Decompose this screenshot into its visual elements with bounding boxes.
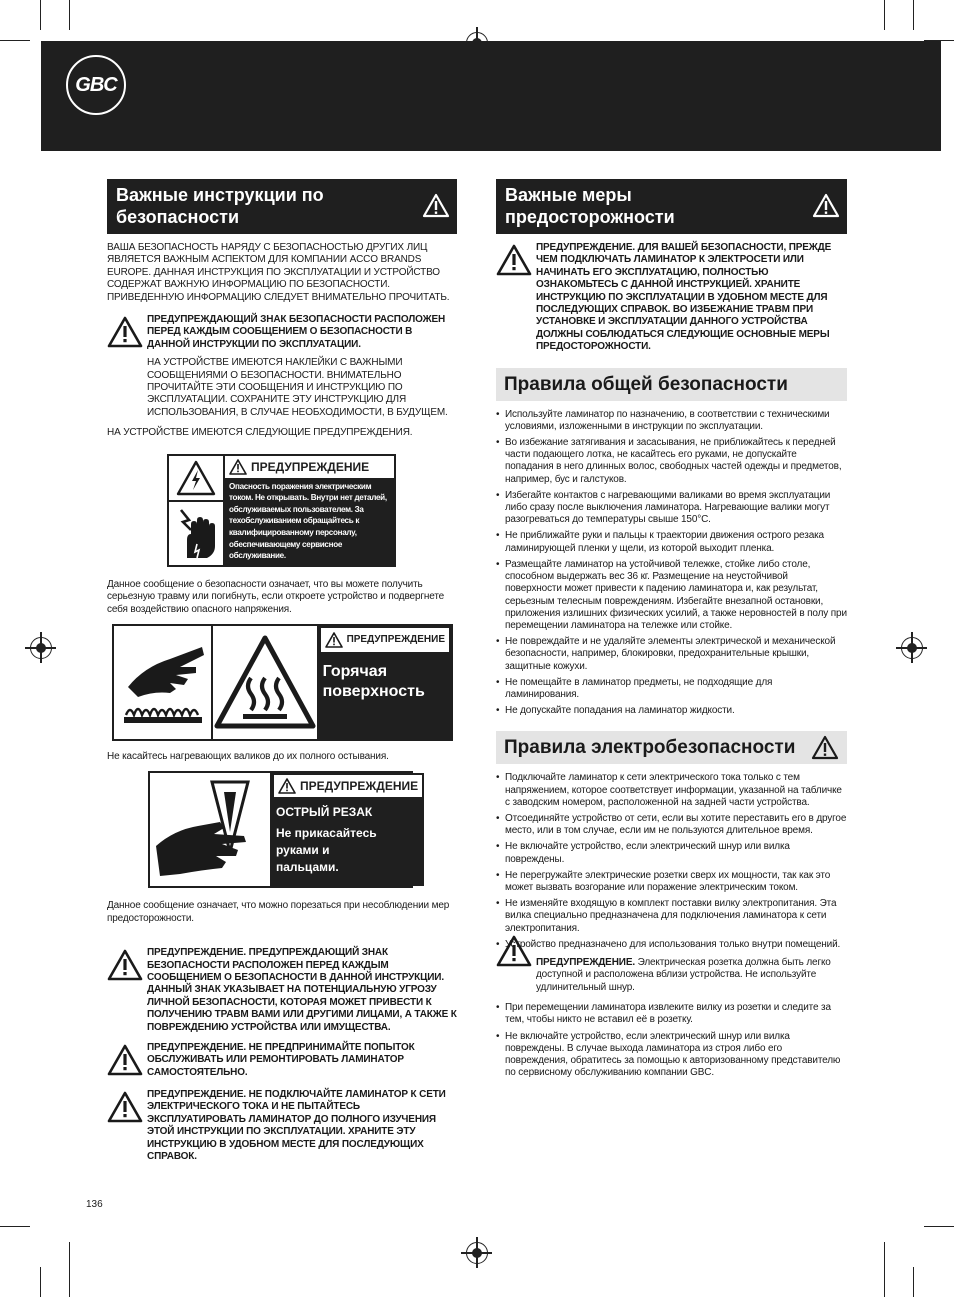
sign-label: ПРЕДУПРЕЖДЕНИЕ (346, 634, 445, 646)
warning-text: ПРЕДУПРЕЖДЕНИЕ. НЕ ПРЕДПРИНИМАЙТЕ ПОПЫТОК ОБСЛУЖИВАТЬ ИЛИ РЕМОНТИРОВАТЬ ЛАМИНАТОР САМОСТОЯТЕЛЬНО. (147, 1041, 415, 1078)
list-item: • Не приближайте руки и пальцы к траектории движения острого резака ламинирующей пленки у щели, из которой выходит пленка. (496, 530, 847, 554)
crop-mark (69, 0, 70, 30)
page-number: 136 (86, 1199, 103, 1210)
sign-subtitle: ОСТРЫЙ РЕЗАК (276, 805, 373, 820)
sign-text: Не прикасайтесь руками и пальцами. (276, 826, 377, 875)
registration-mark (901, 637, 923, 659)
crop-mark (913, 0, 914, 30)
list-item: • Во избежание затягивания и засасывания, не приближайтесь к передней части подающего лотка, не касайтесь его руками, не допускайте попадания в него длинных волос, свободных частей одежды и предметов, например, бус и галстуков. (496, 437, 847, 486)
warning-triangle-icon (325, 632, 343, 648)
list-item: • Не перегружайте электрические розетки сверх их мощности, так как это может вызвать возгорание или поражение электрическим током. (496, 870, 847, 894)
header-band (41, 41, 941, 151)
crop-mark (924, 1226, 954, 1227)
cutter-hand-icon (150, 778, 270, 882)
section-title: Важные меры предосторожности (505, 185, 675, 227)
hand-shock-icon (173, 504, 219, 562)
sign-label: ПРЕДУПРЕЖДЕНИЕ (251, 459, 370, 474)
warning-triangle-icon (107, 949, 143, 981)
list-item: • Не повреждайте и не удаляйте элементы электрической и механической безопасности, например, блокировки, предохранительные крышки, защитные кожухи. (496, 636, 847, 673)
warning-triangle-icon (496, 244, 532, 276)
warning-text: ПРЕДУПРЕЖДЕНИЕ. ДЛЯ ВАШЕЙ БЕЗОПАСНОСТИ, ПРЕЖДЕ ЧЕМ ПОДКЛЮЧАТЬ ЛАМИНАТОР К ЭЛЕКТРОСЕТИ ИЛИ НАЧИНАТЬ ЕГО ЭКСПЛУАТАЦИЮ, ПОЛНОСТЬЮ ОЗНАКОМЬТЕСЬ С ДАННОЙ ИНСТРУКЦИЕЙ. ХРАНИТЕ ИНСТРУКЦИЮ ПО ЭКСПЛУАТАЦИИ В УДОБНОМ МЕСТЕ ДЛЯ ПОСЛЕДУЮЩИХ СПРАВОК. ВО ИЗБЕЖАНИЕ ТРАВМ ПРИ УСТАНОВКЕ И ЭКСПЛУАТАЦИИ ДАННОГО УСТРОЙСТВА ДОЛЖНЫ СОБЛЮДАТЬСЯ СЛЕДУЮЩИЕ ОСНОВНЫЕ МЕРЫ ПРЕДОСТОРОЖНОСТИ. (536, 242, 832, 353)
crop-mark (0, 40, 30, 41)
list-item: • Не включайте устройство, если электрический шнур или вилка повреждены. (496, 841, 847, 865)
sign-caption: Данное сообщение означает, что можно порезаться при несоблюдении мер предосторожности. (107, 900, 450, 924)
crop-mark (884, 0, 885, 30)
warning-text: ПРЕДУПРЕЖДЕНИЕ. ПРЕДУПРЕЖДАЮЩИЙ ЗНАК БЕЗОПАСНОСТИ РАСПОЛОЖЕН ПЕРЕД КАЖДЫМ СООБЩЕНИЕМ О БЕЗОПАСНОСТИ В ДАННОЙ ИНСТРУКЦИИ. ДАННЫЙ ЗНАК УКАЗЫВАЕТ НА ПОТЕНЦИАЛЬНУЮ УГРОЗУ ЛИЧНОЙ БЕЗОПАСНОСТИ, КОТОРАЯ МОЖЕТ ПРИВЕСТИ К ПОЛУЧЕНИЮ ТРАВМ ВАМИ ИЛИ ДРУГИМИ ЛИЦАМИ, А ТАКЖЕ К ПОВРЕЖДЕНИЮ УСТРОЙСТВА ИЛИ ИМУЩЕСТВА. (147, 947, 457, 1033)
general-safety-list (496, 409, 847, 718)
sign-caption: Не касайтесь нагревающих валиков до их полного остывания. (107, 750, 389, 762)
warning-body: Электрическая розетка должна быть легко доступной и расположена вблизи устройства. Не используйте удлинительный шнур. (536, 956, 831, 993)
warning-triangle-icon (107, 1091, 143, 1123)
warning-text: ПРЕДУПРЕЖДЕНИЕ. НЕ ПОДКЛЮЧАЙТЕ ЛАМИНАТОР К СЕТИ ЭЛЕКТРИЧЕСКОГО ТОКА И НЕ ПЫТАЙТЕСЬ ЭКСПЛУАТИРОВАТЬ ЛАМИНАТОР ДО ПОЛНОГО ИЗУЧЕНИЯ ЭТОЙ ИНСТРУКЦИИ ПО ЭКСПЛУАТАЦИИ. ХРАНИТЕ ЭТУ ИНСТРУКЦИЮ В УДОБНОМ МЕСТЕ ДЛЯ ПОСЛЕДУЮЩИХ СПРАВОК. (147, 1088, 446, 1162)
list-item: • При перемещении ламинатора извлеките вилку из розетки и следите за тем, чтобы никто не вставил её в розетку. (496, 1002, 847, 1026)
list-item: • Не включайте устройство, если электрический шнур или вилка повреждены. В случае выхода ламинатора из строя либо его повреждения, обратитесь за помощью к авторизованному представителю по сервисному обслуживанию компании GBC. (496, 1031, 847, 1080)
warning-block (496, 242, 847, 354)
list-item: • Подключайте ламинатор к сети электрического тока только с тем напряжением, которое соответствует информации, указанной на табличке с заводским номером, расположенной на задней части устройства. (496, 772, 847, 809)
crop-mark (0, 1226, 30, 1227)
section-header-electrical-safety (496, 731, 847, 764)
electrical-safety-list (496, 772, 847, 951)
left-column (107, 179, 457, 1163)
sharp-cutter-label (148, 771, 419, 888)
right-column (496, 179, 847, 1083)
hot-surface-label (112, 624, 453, 741)
crop-mark (913, 1267, 914, 1297)
sign-caption: Данное сообщение о безопасности означает, что вы можете получить серьезную травму или погибнуть, если откроете устройство и подвергнете себя воздействию опасного напряжения. (107, 578, 445, 615)
warning-triangle-icon (229, 459, 247, 475)
gbc-logo: GBC (66, 55, 126, 115)
list-item: • Используйте ламинатор по назначению, в соответствии с техническими условиями, изложенными в инструкции по эксплуатации. (496, 409, 847, 433)
hand-heat-icon (114, 637, 210, 727)
warning-label: ПРЕДУПРЕЖДЕНИЕ. (536, 956, 635, 968)
lightning-icon (176, 460, 216, 496)
warning-block (107, 314, 457, 419)
section-title: Правила общей безопасности (504, 373, 788, 395)
intro-text: ВАША БЕЗОПАСНОСТЬ НАРЯДУ С БЕЗОПАСНОСТЬЮ ДРУГИХ ЛИЦ ЯВЛЯЕТСЯ ВАЖНЫМ АСПЕКТОМ ДЛЯ КОМПАНИИ ACCO BRANDS EUROPE. ДАННАЯ ИНСТРУКЦИЯ ПО ЭКСПЛУАТАЦИИ И УСТРОЙСТВО СОДЕРЖАТ ВАЖНУЮ ИНФОРМАЦИЮ ПО БЕЗОПАСНОСТИ. ПРИВЕДЕННУЮ ИНФОРМАЦИЮ СЛЕДУЕТ ВНИМАТЕЛЬНО ПРОЧИТАТЬ. (107, 242, 450, 303)
hot-surface-icon (213, 634, 317, 730)
list-item: • Устройство предназначено для использования только внутри помещений. (496, 939, 847, 951)
section-title: Правила электробезопасности (504, 737, 796, 759)
crop-mark (69, 1242, 70, 1297)
warning-text: ПРЕДУПРЕЖДАЮЩИЙ ЗНАК БЕЗОПАСНОСТИ РАСПОЛОЖЕН ПЕРЕД КАЖДЫМ СООБЩЕНИЕМ О БЕЗОПАСНОСТИ В ДАННОЙ ИНСТРУКЦИИ ПО ЭКСПЛУАТАЦИИ. (147, 314, 446, 350)
list-item: • Не помещайте в ламинатор предметы, не подходящие для ламинирования. (496, 677, 847, 701)
section-header-precautions (496, 179, 847, 234)
warning-block (107, 1089, 457, 1163)
warning-block (107, 947, 457, 1034)
sign-label: ПРЕДУПРЕЖДЕНИЕ (300, 779, 419, 794)
sign-text: Горячая поверхность (322, 662, 425, 700)
sign-text: Опасность поражения электрическим током. Не открывать. Внутри нет деталей, обслуживаемых пользователем. За техобслуживанием обращайтесь к квалифицированному персоналу, обеспечивающему сервисное обслуживание. (229, 481, 387, 561)
electrical-safety-list (496, 1002, 847, 1079)
registration-mark (30, 637, 52, 659)
list-item: • Не допускайте попадания на ламинатор жидкости. (496, 705, 847, 717)
warning-triangle-icon (107, 1044, 143, 1076)
section-header-general-safety (496, 368, 847, 401)
section-header-safety-instructions (107, 179, 457, 234)
crop-mark (884, 1242, 885, 1297)
list-item: • Избегайте контактов с нагревающими валиками во время эксплуатации либо сразу после выключения ламинатора. Нагревающие валики могут разогреваться до температуры свыше 150°С. (496, 490, 847, 527)
crop-mark (40, 1267, 41, 1297)
warning-block (107, 1042, 457, 1081)
warning-triangle-icon (278, 778, 296, 794)
devices-note: НА УСТРОЙСТВЕ ИМЕЮТСЯ СЛЕДУЮЩИЕ ПРЕДУПРЕЖДЕНИЯ. (107, 427, 413, 439)
registration-mark (466, 1242, 488, 1264)
warning-triangle-icon (811, 735, 839, 760)
list-item: • Размещайте ламинатор на устойчивой тележке, стойке либо столе, способном выдержать вес 36 кг. Размещение на неустойчивой поверхности может привести к падению ламинатора и, как результат, серьезным телесным повреждениям. Избегайте внезапной остановки, приложения излишних физических усилий, а также неровностей в полу при перемещении ламинатора на тележке или стойке. (496, 559, 847, 632)
crop-mark (40, 0, 41, 30)
section-title: Важные инструкции по безопасности (116, 185, 324, 227)
warning-triangle-icon (107, 316, 143, 348)
list-item: • Отсоединяйте устройство от сети, если вы хотите переставить его в другое место, или в том случае, если им не пользуются длительное время. (496, 813, 847, 837)
list-item: • Не изменяйте входящую в комплект поставки вилку электропитания. Эта вилка специально предназначена для подключения ламинатора к сети электропитания. (496, 898, 847, 935)
electric-shock-label (167, 454, 396, 567)
warning-body: НА УСТРОЙСТВЕ ИМЕЮТСЯ НАКЛЕЙКИ С ВАЖНЫМИ СООБЩЕНИЯМИ О БЕЗОПАСНОСТИ. ВНИМАТЕЛЬНО ПРОЧИТАЙТЕ ЭТИ СООБЩЕНИЯ И ИНСТРУКЦИЮ ПО ЭКСПЛУАТАЦИИ. СОХРАНИТЕ ЭТУ ИНСТРУКЦИЮ ДЛЯ ИСПОЛЬЗОВАНИЯ, В СЛУЧАЕ НЕОБХОДИМОСТИ, В БУДУЩЕМ. (147, 357, 448, 418)
warning-triangle-icon (422, 193, 450, 218)
warning-triangle-icon (812, 193, 840, 218)
